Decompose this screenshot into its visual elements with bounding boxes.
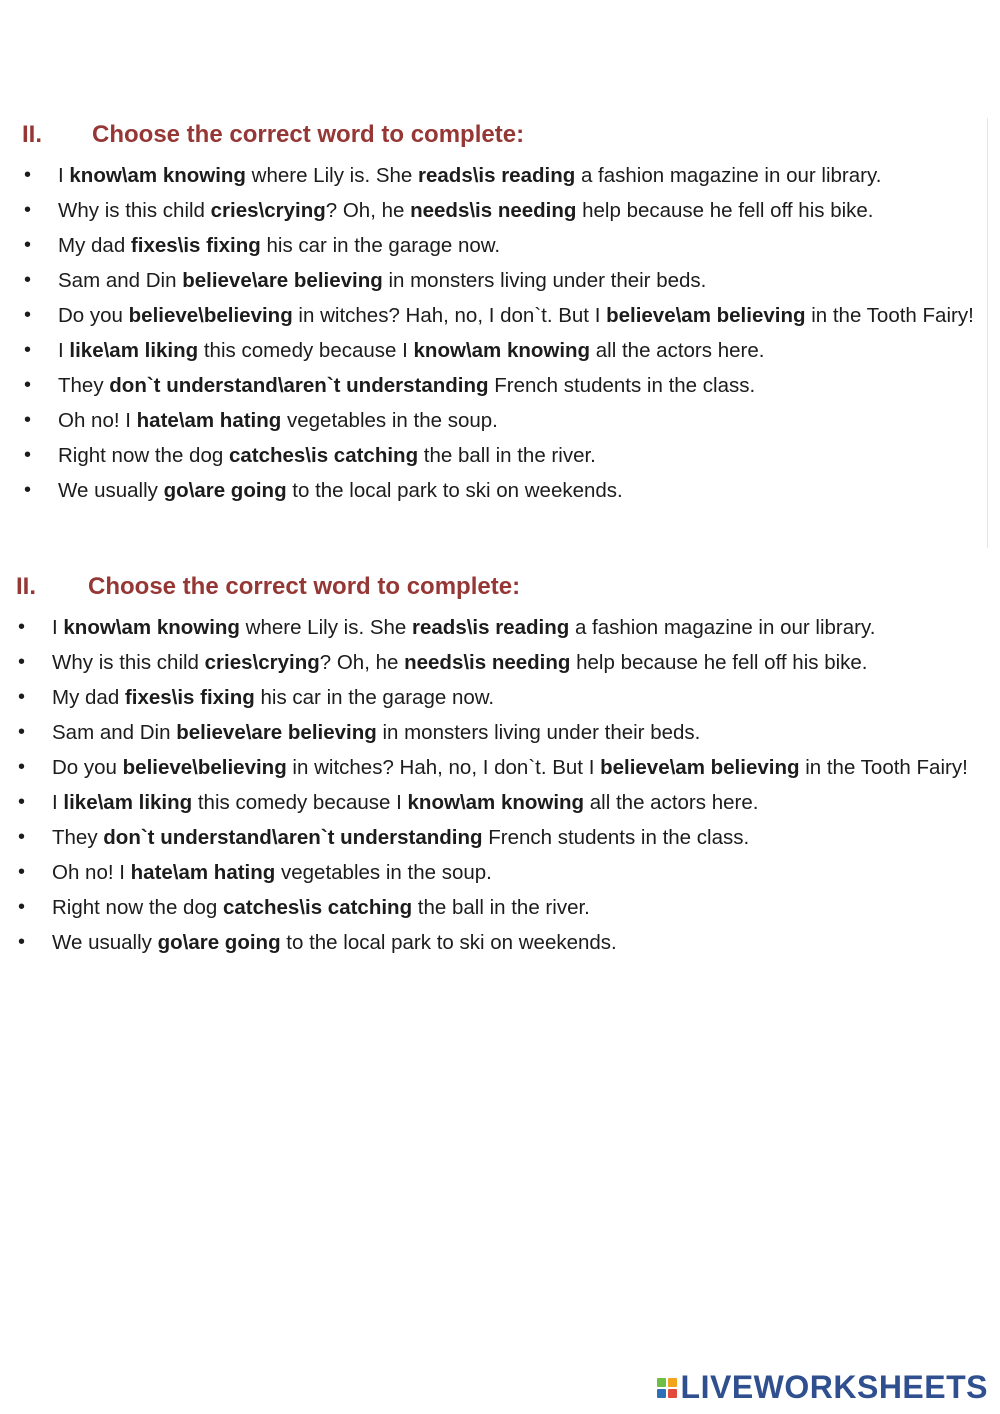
sentence-item [16, 890, 978, 925]
sentence-item [22, 368, 984, 403]
sentence-text: We usually [52, 931, 158, 954]
sentence-text: in monsters living under their beds. [376, 721, 701, 744]
bullet-icon: • [24, 304, 32, 326]
verb-choice: believe\am believing [606, 304, 806, 327]
sentence-text: French students in the class. [482, 826, 750, 849]
sentence-item [22, 228, 984, 263]
sentence-item [16, 925, 978, 960]
verb-choice: know\am knowing [413, 339, 591, 362]
section-title: Choose the correct word to complete: [92, 121, 525, 148]
verb-choice: hate\am hating [130, 861, 276, 884]
sentence-item [22, 158, 984, 193]
sentence-text: vegetables in the soup. [281, 409, 498, 432]
sentence-text: help because he fell off his bike. [570, 651, 868, 674]
verb-choice: like\am liking [63, 791, 193, 814]
verb-choice: go\are going [157, 931, 281, 954]
verb-choice: cries\crying [204, 651, 320, 674]
sentence-item [16, 610, 978, 645]
sentence-text: this comedy because I [192, 791, 408, 814]
bullet-icon: • [24, 444, 32, 466]
verb-choice: believe\are believing [182, 269, 383, 292]
verb-choice: go\are going [163, 479, 287, 502]
sentence-text: Oh no! I [58, 409, 137, 432]
sentence-text: My dad [52, 686, 125, 709]
verb-choice: believe\am believing [600, 756, 800, 779]
sentence-item [22, 263, 984, 298]
verb-choice: know\am knowing [69, 164, 246, 187]
bullet-icon: • [24, 339, 32, 361]
logo-text: LIVEWORKSHEETS [680, 1369, 988, 1405]
sentence-item [16, 820, 978, 855]
sentence-text: They [52, 826, 104, 849]
section-heading [22, 118, 984, 152]
sentence-item [16, 680, 978, 715]
sentence-text: in monsters living under their beds. [382, 269, 707, 292]
sentence-text: in witches? Hah, no, I don`t. But I [286, 756, 601, 779]
sentence-text: in the Tooth Fairy! [805, 304, 974, 327]
sentence-text: his car in the garage now. [260, 234, 501, 257]
sentence-text: Oh no! I [52, 861, 131, 884]
bullet-icon: • [18, 826, 26, 848]
sentence-text: all the actors here. [584, 791, 759, 814]
bullet-icon: • [18, 721, 26, 743]
sentence-text: help because he fell off his bike. [576, 199, 874, 222]
section-number: II. [22, 121, 43, 148]
bullet-icon: • [24, 199, 32, 221]
sentence-text: Do you [52, 756, 123, 779]
sentence-text: his car in the garage now. [254, 686, 495, 709]
logo-cube [657, 1389, 666, 1398]
section-number: II. [16, 573, 37, 600]
sentence-text: in the Tooth Fairy! [799, 756, 968, 779]
logo-cube [668, 1389, 677, 1398]
bullet-icon: • [24, 374, 32, 396]
verb-choice: believe\believing [122, 756, 287, 779]
logo-cube [668, 1378, 677, 1387]
verb-choice: catches\is catching [228, 444, 419, 467]
verb-choice: fixes\is fixing [130, 234, 261, 257]
sentence-text: to the local park to ski on weekends. [286, 479, 623, 502]
liveworksheets-logo [657, 1369, 988, 1406]
sentence-item [16, 855, 978, 890]
sentence-item [22, 333, 984, 368]
bullet-icon: • [18, 686, 26, 708]
sentence-text: They [58, 374, 110, 397]
sentence-item [16, 645, 978, 680]
bullet-icon: • [24, 269, 32, 291]
sentence-item [22, 473, 984, 508]
sentence-text: I [58, 339, 70, 362]
sentence-text: a fashion magazine in our library. [569, 616, 876, 639]
verb-choice: needs\is needing [410, 199, 577, 222]
bullet-icon: • [18, 861, 26, 883]
sentence-text: I [52, 616, 64, 639]
sentence-text: ? Oh, he [325, 199, 411, 222]
sentence-text: I [58, 164, 70, 187]
logo-cube [657, 1378, 666, 1387]
verb-choice: needs\is needing [404, 651, 571, 674]
sentence-text: Why is this child [52, 651, 205, 674]
sentence-text: this comedy because I [198, 339, 414, 362]
sentence-text: French students in the class. [488, 374, 756, 397]
sentence-item [16, 750, 978, 785]
sentence-text: Do you [58, 304, 129, 327]
verb-choice: reads\is reading [418, 164, 576, 187]
sentence-item [16, 785, 978, 820]
verb-choice: reads\is reading [412, 616, 570, 639]
sentence-text: Right now the dog [52, 896, 223, 919]
section-heading [16, 570, 978, 604]
verb-choice: believe\believing [128, 304, 293, 327]
bullet-icon: • [18, 896, 26, 918]
sentence-text: where Lily is. She [239, 616, 413, 639]
verb-choice: don`t understand\aren`t understanding [109, 374, 489, 397]
sentence-text: vegetables in the soup. [275, 861, 492, 884]
sentence-item [16, 715, 978, 750]
sentence-text: all the actors here. [590, 339, 765, 362]
sentence-text: My dad [58, 234, 131, 257]
verb-choice: hate\am hating [136, 409, 282, 432]
exercise-section-1 [22, 118, 984, 508]
sentence-item [22, 403, 984, 438]
sentence-text: in witches? Hah, no, I don`t. But I [292, 304, 607, 327]
exercise-section-2 [16, 570, 978, 960]
bullet-icon: • [24, 164, 32, 186]
verb-choice: don`t understand\aren`t understanding [103, 826, 483, 849]
sentence-list [16, 610, 978, 960]
verb-choice: like\am liking [69, 339, 199, 362]
logo-cubes-icon [657, 1378, 677, 1398]
verb-choice: cries\crying [210, 199, 326, 222]
sentence-text: Right now the dog [58, 444, 229, 467]
bullet-icon: • [24, 409, 32, 431]
bullet-icon: • [18, 791, 26, 813]
sentence-text: a fashion magazine in our library. [575, 164, 882, 187]
verb-choice: fixes\is fixing [124, 686, 255, 709]
bullet-icon: • [24, 234, 32, 256]
verb-choice: know\am knowing [407, 791, 585, 814]
sentence-text: the ball in the river. [412, 896, 590, 919]
sentence-item [22, 438, 984, 473]
bullet-icon: • [18, 756, 26, 778]
sentence-text: Sam and Din [58, 269, 183, 292]
sentence-text: Why is this child [58, 199, 211, 222]
sentence-text: ? Oh, he [319, 651, 405, 674]
sentence-text: We usually [58, 479, 164, 502]
page-edge-line [987, 118, 988, 548]
bullet-icon: • [18, 931, 26, 953]
section-title: Choose the correct word to complete: [88, 573, 521, 600]
sentence-text: I [52, 791, 64, 814]
verb-choice: catches\is catching [222, 896, 413, 919]
sentence-text: the ball in the river. [418, 444, 596, 467]
bullet-icon: • [24, 479, 32, 501]
sentence-list [22, 158, 984, 508]
verb-choice: know\am knowing [63, 616, 240, 639]
bullet-icon: • [18, 616, 26, 638]
sentence-text: to the local park to ski on weekends. [280, 931, 617, 954]
sentence-item [22, 193, 984, 228]
sentence-text: Sam and Din [52, 721, 177, 744]
sentence-item [22, 298, 984, 333]
bullet-icon: • [18, 651, 26, 673]
verb-choice: believe\are believing [176, 721, 377, 744]
sentence-text: where Lily is. She [245, 164, 419, 187]
